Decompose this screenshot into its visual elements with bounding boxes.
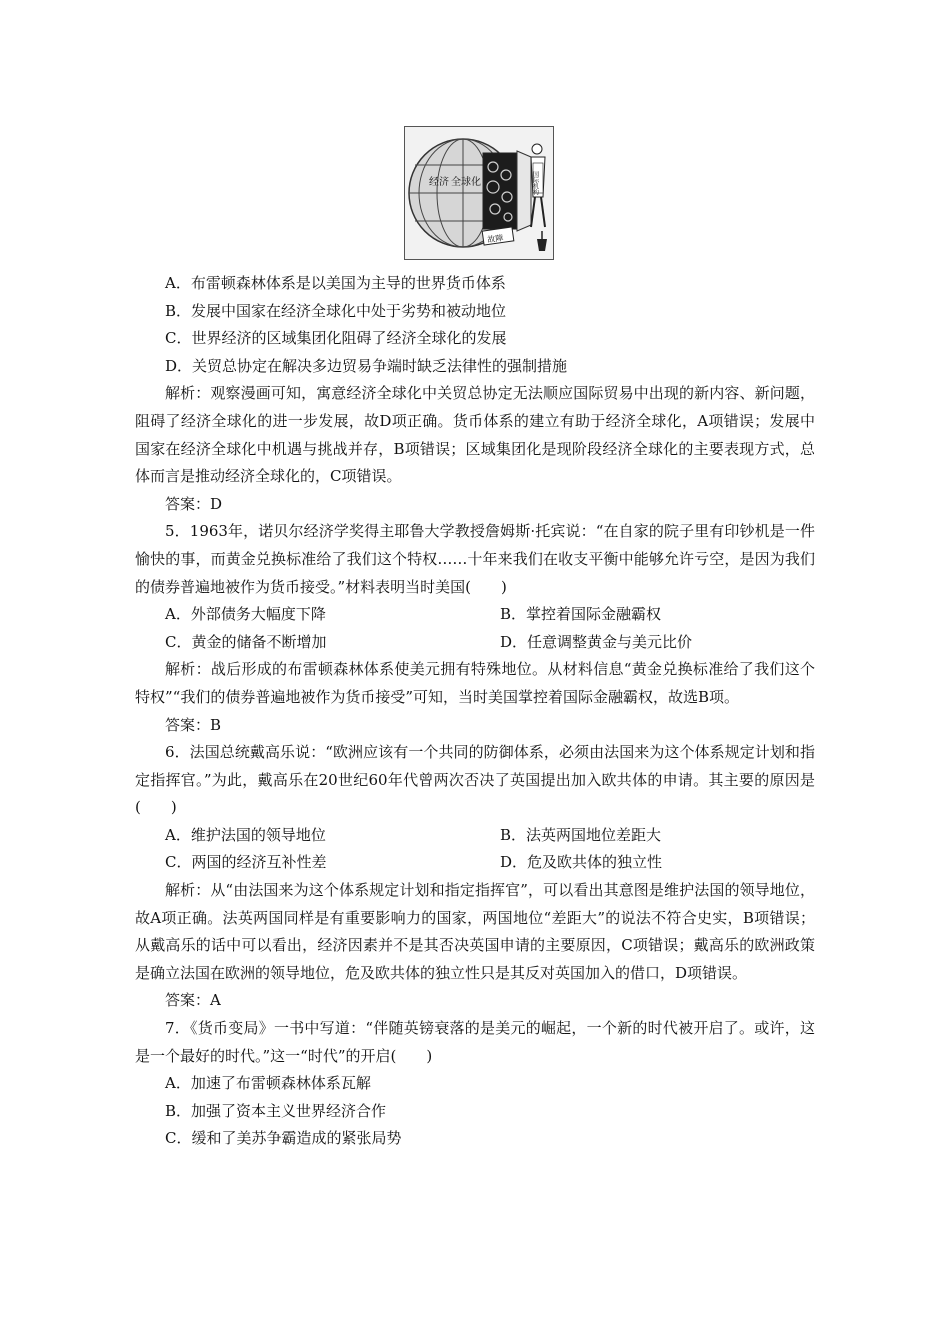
label-economy: 经济 [429,177,449,188]
q5-answer: 答案：B [165,715,222,734]
q4-option-a: A．布雷顿森林体系是以美国为主导的世界货币体系 [165,274,506,292]
q6-option-d: D．危及欧共体的独立性 [500,853,663,872]
label-fault: 故障 [486,233,504,245]
q6-answer: 答案：A [165,991,221,1010]
q7-option-b: B．加强了资本主义世界经济合作 [165,1101,387,1120]
label-international-org: 国际机构 [531,171,539,195]
label-globalization: 全球化 [451,177,481,188]
q6-option-c: C．两国的经济互补性差 [165,853,327,872]
q5-option-d: D．任意调整黄金与美元比价 [500,632,693,651]
q5-option-a: A．外部债务大幅度下降 [165,605,326,624]
q7-stem: 7．《货币变局》一书中写道：“伴随英镑衰落的是美元的崛起，一个新的时代被开启了。或许，这是一个最好的时代。”这一“时代”的开启( ) [135,1019,815,1065]
q6-options-row-1 [135,822,815,850]
question-content [135,270,815,1153]
globalization-cartoon-svg [405,127,553,259]
q6-option-a: A．维护法国的领导地位 [165,825,326,844]
q5-stem: 5．1963年，诺贝尔经济学奖得主耶鲁大学教授詹姆斯·托宾说：“在自家的院子里有印钞机是一件愉快的事，而黄金兑换标准给了我们这个特权……十年来我们在收支平衡中能够允许亏空，是因为我们的债券普遍地被作为货币接受。”材料表明当时美国( ) [135,522,815,596]
q5-options-row-2 [135,629,815,657]
q5-options-row-1 [135,601,815,629]
q4-option-c: C．世界经济的区域集团化阻碍了经济全球化的发展 [165,329,507,348]
q6-options-row-2 [135,849,815,877]
q4-analysis: 解析：观察漫画可知，寓意经济全球化中关贸总协定无法顺应国际贸易中出现的新内容、新问题，阻碍了经济全球化的进一步发展，故D项正确。货币体系的建立有助于经济全球化，A项错误；发展中国家在经济全球化中机遇与挑战并存，B项错误；区域集团化是现阶段经济全球化的主要表现方式，总体而言是推动经济全球化的，C项错误。 [135,384,815,486]
q6-analysis: 解析：从“由法国来为这个体系规定计划和指定指挥官”，可以看出其意图是维护法国的领导地位，故A项正确。法英两国同样是有重要影响力的国家，两国地位“差距大”的说法不符合史实，B项错误；从戴高乐的话中可以看出，经济因素并不是其否决英国申请的主要原因，C项错误；戴高乐的欧洲政策是确立法国在欧洲的领导地位，危及欧共体的独立性只是其反对英国加入的借口，D项错误。 [135,881,815,982]
q6-stem: 6．法国总统戴高乐说：“欧洲应该有一个共同的防御体系，必须由法国来为这个体系规定计划和指定指挥官。”为此，戴高乐在20世纪60年代曾两次否决了英国提出加入欧共体的申请。其主要的原因是 ( ) [135,743,815,817]
cartoon-illustration [404,126,554,260]
q4-option-b: B．发展中国家在经济全球化中处于劣势和被动地位 [165,301,507,320]
q5-option-c: C．黄金的储备不断增加 [165,632,327,651]
q7-option-c: C．缓和了美苏争霸造成的紧张局势 [165,1129,402,1148]
q5-option-b: B．掌控着国际金融霸权 [500,605,662,624]
q4-option-d: D．关贸总协定在解决多边贸易争端时缺乏法律性的强制措施 [165,356,568,375]
q4-answer: 答案：D [165,494,223,513]
q6-option-b: B．法英两国地位差距大 [500,825,662,844]
q5-analysis: 解析：战后形成的布雷顿森林体系使美元拥有特殊地位。从材料信息“黄金兑换标准给了我们这个特权”“我们的债券普遍地被作为货币接受”可知，当时美国掌控着国际金融霸权，故选B项。 [135,660,815,706]
q7-option-a: A．加速了布雷顿森林体系瓦解 [165,1074,371,1093]
